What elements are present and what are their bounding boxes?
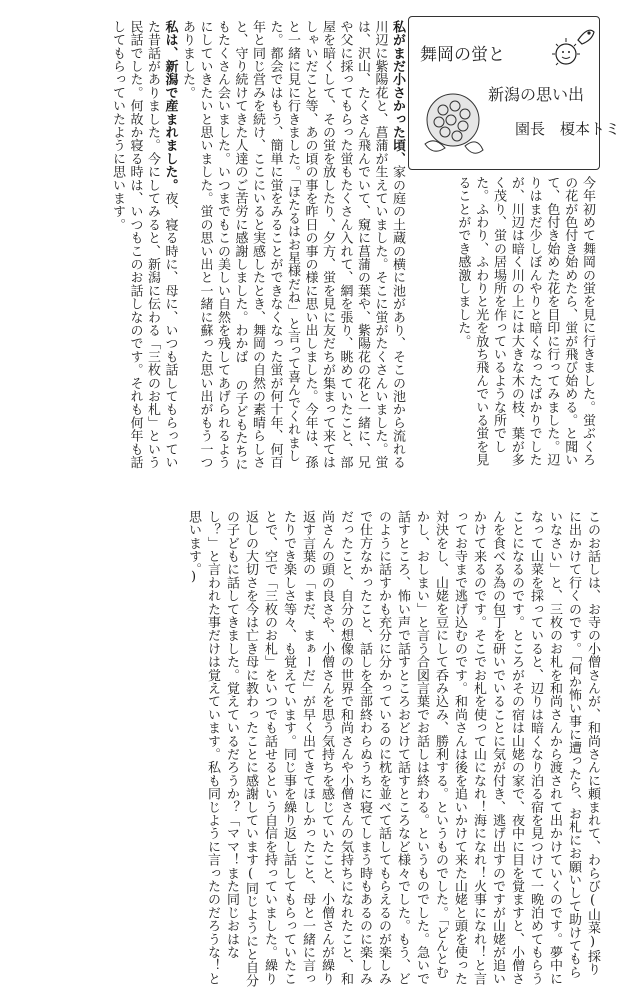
article-upper-block — [20, 20, 406, 480]
bold-phrase-niigata: 私は、新潟で産まれました。 — [162, 20, 178, 192]
smiling-sun-icon — [540, 22, 598, 74]
article-bottom-block: このお話しは、お寺の小僧さんが、和尚さんに頼まれて、わらび(山菜)採りに出かけて行くのです。「何か怖い事に遭ったら、お札にお願いして助けてもらいなさい」と、三枚のお札を和尚さんから渡されて出かけていくのです。夢中になって山菜を採っていると、辺りは暗くなり泊る宿を見つけて一晩泊めてもらうことになるのです。ところがその宿は山姥の家で、夜中に目を覚ますと、小僧さんを食べる為の包丁を研いでいることに気が付き、逃げ出すのですが山姥が追いかけて来るのです。そこでお札を使って山になれ！海になれ！火事になれ！と言ってお寺まで逃げ込むのです。和尚さんは後を追いかけて来た山姥と頭を使った対決をし、山姥を豆にして呑み込み、勝利する。というものでした。「どんとむかし、おしまい」と言う合図言葉でお話しは終わる。というものでした。急いで話すところ、怖い声で話すところおどけて話すところなど様々でした。もう、どのように話すかも充分に分かっているのに枕を並べて話してもらえるのが楽しみで仕方なかったこと、話しを全部終わらぬうちに寝てしまう時もあるのに楽しみだったこと、自分の想像の世界で和尚さんや小僧さんの気持ちになれたこと、和尚さんの頭の良さや、小僧さんを思う気持ちを感じていたこと、小僧さんが繰り返す言葉の「まだ、まぁーだ」が早く出てきてほしかったこと、母と一緒に言ったりでき楽しさ等々、も覚えています。同じ事を繰り返し話してもらっていたことで、空で「三枚のお札」をいつでも話せるという自信を持っていました。繰り返しの大切さを今は亡き母に教わったことに感謝しています(同じようにと自分の子どもに話してきました。覚えているだろうか？「ママ！また同じおはなし？」と言われた事だけは覚えています。私も同じように言ったのだろうな！と思います。) — [186, 510, 600, 988]
article-top-right-paragraph: 今年初めて舞岡の蛍を見に行きました。蛍ぶくろの花が色付き始めたら、蛍が飛び始める。と聞いて、色付き始めた花を目印に行ってみました。辺りはまだ少しぼんやりと暗くなったばかりでしたが、川辺は暗く川の上には大きな木の枝、葉が多く茂り、蛍の居場所を作っているような所でした。ふわり、ふわりと光を放ち飛んでいる蛍を見ることができ感激しました。 — [455, 176, 595, 467]
hydrangea-illustration — [415, 86, 490, 164]
article-paragraph-niigata: 夜、寝る時に、母に、いつも話してもらっていた昔話がありました。今にしてみると、新潟に伝わる「三枚のお札」という民話でした。何故か寝る時は、いつもこのお話しなのです。それも何年も話してもらっていたように思います。 — [110, 20, 178, 469]
article-paragraph-fireflies: 家の庭の土蔵の横に池があり、そこの池から流れる川辺に紫陽花と、菖蒲が生えていました。そこに蛍がたくさんいました。蛍は、沢山、たくさん飛んでいて、窺に菖蒲の葉や、紫陽花の花と一緒に、兄や父に採ってもらった蛍もたくさん入れて、網を張り、眺めていたこと、部屋を暗くして、その蛍を放したり、夕方、蛍を見に友だちが集まって来てはしゃいだこと等、あの頃の事を昨日の事の様に思い出しました。今年は、孫と一緒に見に行きました。「ほたるはお星様だね」と言って喜んでくれました。都会ではもう、簡単に蛍をみることができなくなった蛍が何十年、何百年と同じ営みを続け、ここにいると実感したとき、舞岡の自然の素晴らしさと、守り続けてきた人達のご苦労に感謝しました。わかば の子どもたちにもたくさん会いました。いつまでもこの美しい自然を残してあげられるようにしていきたいと思いました。蛍の思い出と一緒に蘇った思い出がもう一つありました。 — [180, 20, 405, 471]
bold-phrase-childhood: 私がまだ小さかった頃、 — [390, 20, 405, 166]
title-line-1: 舞岡の蛍と — [420, 45, 505, 65]
author-name: 園長 榎本トミ — [515, 120, 620, 138]
title-line-2: 新潟の思い出 — [488, 85, 585, 104]
